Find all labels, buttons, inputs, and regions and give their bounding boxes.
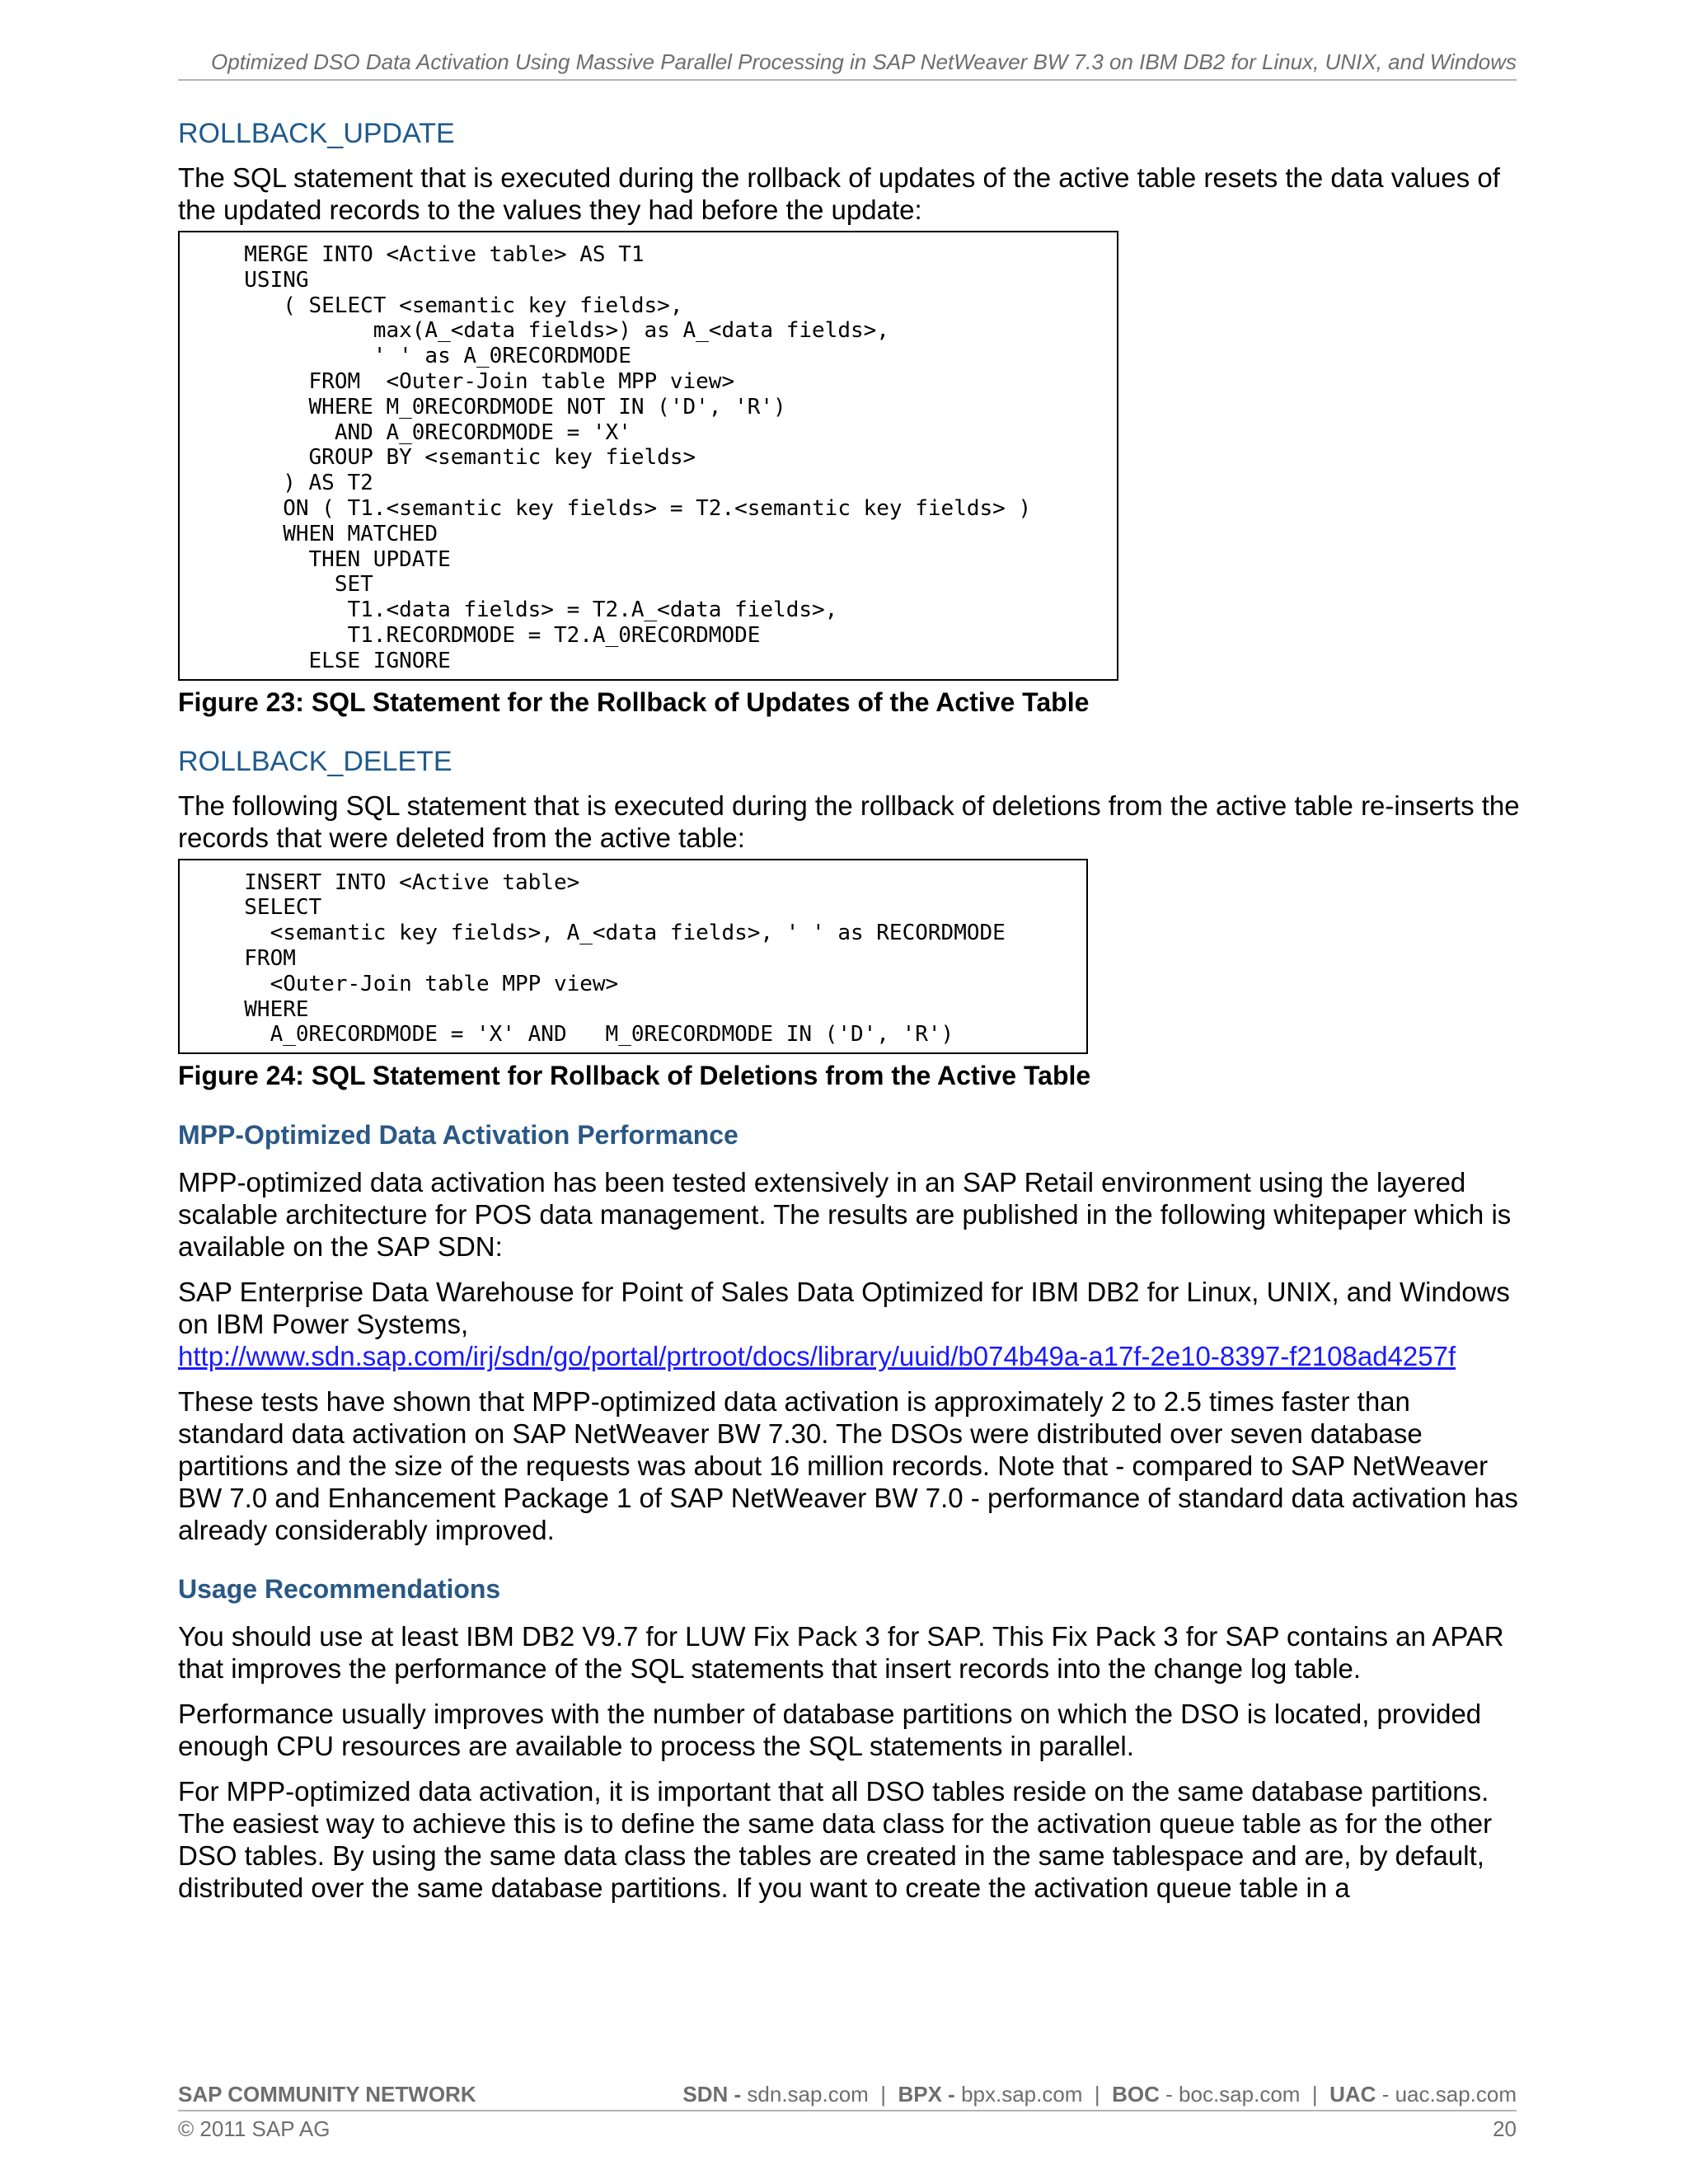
rollback-update-code: MERGE INTO <Active table> AS T1 USING ( SELECT <semantic key fields>, max(A_<data fields>) as A_<data fields>, ' ' as A_0RECORDMODE FROM <Outer-Join table MPP view> WHERE M_0RECORDMODE NOT IN ('D', 'R') AND A_0RECORDMODE = 'X' GROUP BY <semantic key fields> ) AS T2 ON ( T1.<semantic key fields> = T2.<semantic key fields> ) WHEN MATCHED THEN UPDATE SET T1.<data fields> = T2.A_<data fields>, T1.RECORDMODE = T2.A_0RECORDMODE ELSE IGNORE bbox=[178, 231, 1118, 681]
footer-bpx-url: bpx.sap.com bbox=[961, 2082, 1083, 2107]
whitepaper-link-line bbox=[178, 1340, 1522, 1372]
footer-divider bbox=[178, 2110, 1517, 2111]
footer-links bbox=[651, 2082, 1517, 2107]
footer-separator: | bbox=[880, 2082, 887, 2107]
usage-heading: Usage Recommendations bbox=[178, 1574, 501, 1605]
performance-paragraph-2: SAP Enterprise Data Warehouse for Point of Sales Data Optimized for IBM DB2 for Linux, UNIX, and Windows on IBM Power Systems, bbox=[178, 1277, 1510, 1340]
footer-uac-label: UAC bbox=[1329, 2082, 1376, 2107]
rollback-delete-code: INSERT INTO <Active table> SELECT <semantic key fields>, A_<data fields>, ' ' as RECORDMODE FROM <Outer-Join table MPP view> WHERE A_0RECORDMODE = 'X' AND M_0RECORDMODE IN ('D', 'R') bbox=[178, 859, 1088, 1055]
footer-network: SAP COMMUNITY NETWORK bbox=[178, 2082, 476, 2107]
footer-bpx-label: BPX - bbox=[898, 2082, 955, 2107]
whitepaper-link[interactable]: http://www.sdn.sap.com/irj/sdn/go/portal/prtroot/docs/library/uuid/b074b49a-a17f-2e10-8397-f2108ad4257f bbox=[178, 1341, 1456, 1372]
footer-separator: | bbox=[1311, 2082, 1318, 2107]
copyright: © 2011 SAP AG bbox=[178, 2116, 331, 2141]
rollback-delete-intro: The following SQL statement that is executed during the rollback of deletions from the active table re-inserts the records that were deleted from the active table: bbox=[178, 790, 1520, 853]
figure-23-caption: Figure 23: SQL Statement for the Rollback of Updates of the Active Table bbox=[178, 687, 1090, 717]
performance-heading: MPP-Optimized Data Activation Performance bbox=[178, 1120, 738, 1151]
footer-separator: | bbox=[1094, 2082, 1100, 2107]
page-number: 20 bbox=[1493, 2116, 1517, 2141]
performance-paragraph-1: MPP-optimized data activation has been tested extensively in an SAP Retail environment using the layered scalable architecture for POS data management. The results are published in the following whitepaper which is available on the SAP SDN: bbox=[178, 1167, 1512, 1263]
usage-paragraph-2: Performance usually improves with the number of database partitions on which the DSO is located, provided enough CPU resources are available to process the SQL statements in parallel. bbox=[178, 1699, 1482, 1762]
usage-paragraph-1: You should use at least IBM DB2 V9.7 for LUW Fix Pack 3 for SAP. This Fix Pack 3 for SAP contains an APAR that improves the performance of the SQL statements that insert records into the change log table. bbox=[178, 1621, 1504, 1685]
footer-sdn-label: SDN - bbox=[682, 2082, 742, 2107]
footer-sdn-url: sdn.sap.com bbox=[747, 2082, 869, 2107]
figure-24-caption: Figure 24: SQL Statement for Rollback of Deletions from the Active Table bbox=[178, 1061, 1091, 1091]
document-body bbox=[178, 115, 1522, 1904]
footer-boc-url: - boc.sap.com bbox=[1165, 2082, 1301, 2107]
rollback-update-heading: ROLLBACK_UPDATE bbox=[178, 118, 455, 149]
rollback-delete-heading: ROLLBACK_DELETE bbox=[178, 745, 452, 777]
footer-uac-url: - uac.sap.com bbox=[1381, 2082, 1517, 2107]
footer-boc-label: BOC bbox=[1112, 2082, 1160, 2107]
usage-paragraph-3: For MPP-optimized data activation, it is important that all DSO tables reside on the same database partitions. The easiest way to achieve this is to define the same data class for the activation queue table as for the other DSO tables. By using the same data class the tables are created in the same tablespace and are, by default, distributed over the same database partitions. If you want to create the activation queue table in a bbox=[178, 1776, 1493, 1904]
performance-paragraph-3: These tests have shown that MPP-optimized data activation is approximately 2 to 2.5 times faster than standard data activation on SAP NetWeaver BW 7.30. The DSOs were distributed over seven database partitions and the size of the requests was about 16 million records. Note that - compared to SAP NetWeaver BW 7.0 and Enhancement Package 1 of SAP NetWeaver BW 7.0 - performance of standard data activation has already considerably improved. bbox=[178, 1386, 1518, 1546]
header-divider bbox=[178, 79, 1517, 81]
page-header: Optimized DSO Data Activation Using Massive Parallel Processing in SAP NetWeaver BW 7.3 on IBM DB2 for Linux, UNIX, and Windows bbox=[211, 49, 1517, 74]
rollback-update-intro: The SQL statement that is executed during the rollback of updates of the active table resets the data values of the updated records to the values they had before the update: bbox=[178, 162, 1500, 225]
